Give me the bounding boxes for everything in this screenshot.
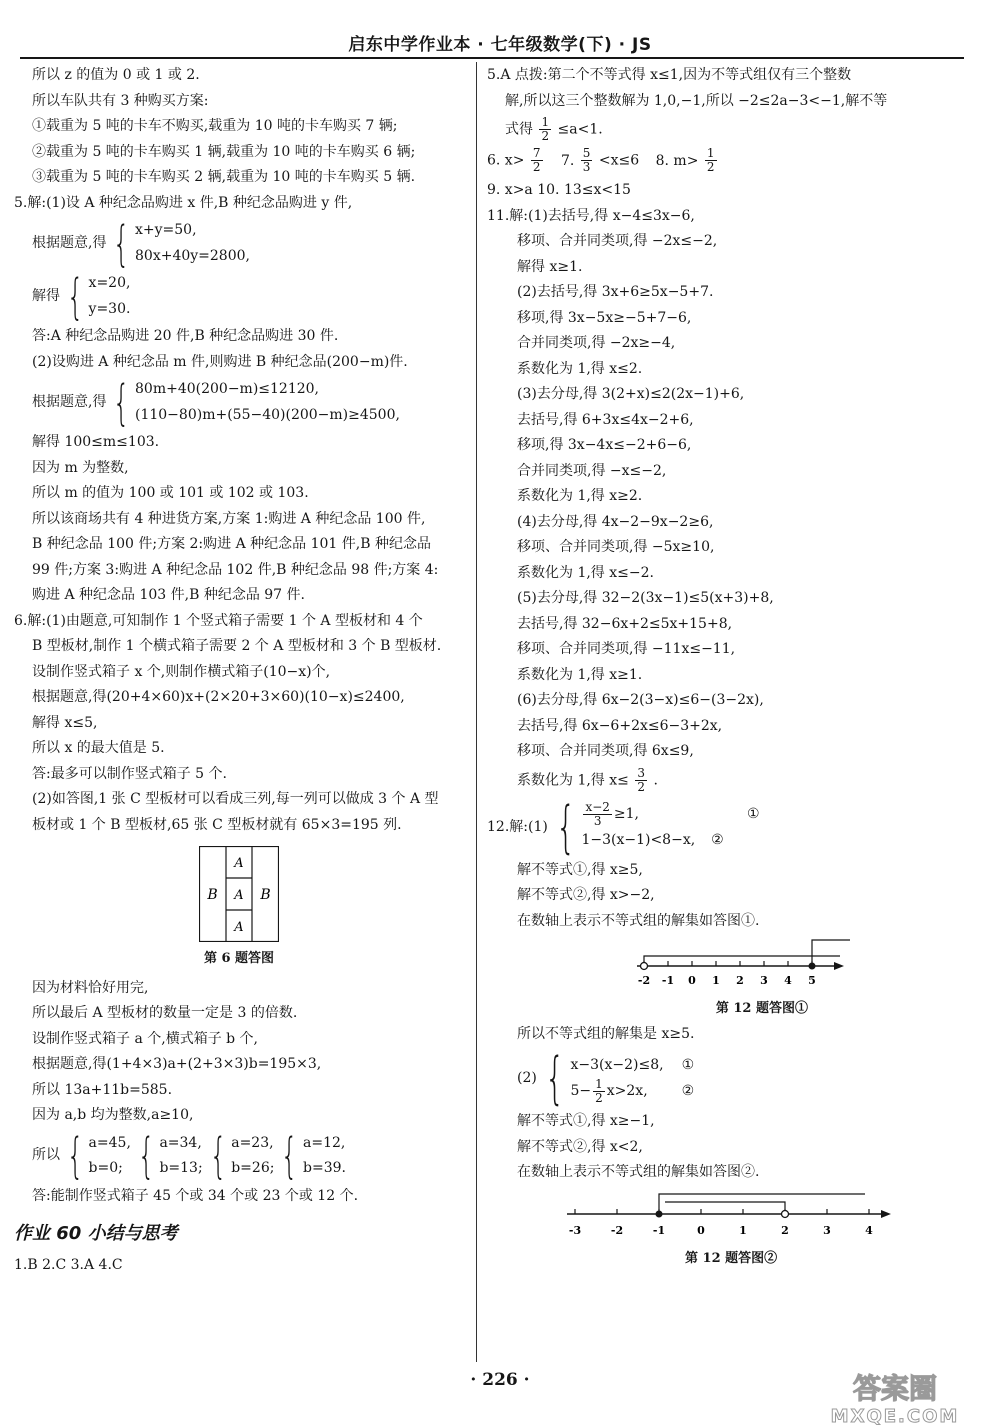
number-line-figure-2 <box>487 1188 972 1272</box>
denominator: 2 <box>637 779 645 794</box>
sys-lines <box>570 1053 694 1106</box>
page-header <box>0 0 1000 60</box>
denominator: 2 <box>595 1091 603 1106</box>
inequality-system <box>487 794 972 860</box>
text-line: 系数化为 1,得 x≥2. <box>517 488 643 504</box>
column-divider <box>476 62 477 1362</box>
text-line: 答:A 种纪念品购进 20 件,B 种纪念品购进 30 件. <box>32 328 339 344</box>
text-line: 答:能制作竖式箱子 45 个或 34 个或 23 个或 12 个. <box>32 1187 359 1204</box>
brace: { <box>66 268 84 325</box>
denominator: 3 <box>582 160 591 174</box>
section-title: 作业 60 小结与思考 <box>14 1223 178 1244</box>
numerator: 3 <box>637 765 645 780</box>
header-rule <box>20 57 964 59</box>
text-line: (3)去分母,得 3(2+x)≤2(2x−1)+6, <box>517 386 745 402</box>
sys-row <box>581 801 759 828</box>
text-line: 系数化为 1,得 x≤−2. <box>517 564 654 581</box>
sys-lines <box>581 801 759 854</box>
tick-label: -1 <box>652 1223 666 1237</box>
header-title: 启东中学作业本 · 七年级数学(下) · JS <box>348 35 652 55</box>
text: x>2x, <box>606 1083 648 1099</box>
text-line: 所以不等式组的解集是 x≥5. <box>517 1025 695 1042</box>
text-line: (4)去分母,得 4x−2−9x−2≥6, <box>517 513 714 530</box>
text-line: ②载重为 5 吨的卡车购买 1 辆,载重为 10 吨的卡车购买 6 辆; <box>32 143 416 160</box>
equation: x=20, <box>88 275 131 291</box>
text-line: (2)设购进 A 种纪念品 m 件,则购进 B 种纪念品(200−m)件. <box>32 353 408 370</box>
text-line: 所以该商场共有 4 种进货方案,方案 1:购进 A 种纪念品 100 件, <box>32 510 426 527</box>
tick-label: 0 <box>697 1223 705 1237</box>
sys-lines <box>231 1131 274 1182</box>
equation: a=23, <box>231 1134 274 1151</box>
denominator: 3 <box>593 814 602 829</box>
text-line: 所以最后 A 型板材的数量一定是 3 的倍数. <box>32 1005 298 1021</box>
watermark-url: MXQE.COM <box>830 1406 960 1426</box>
a-label: A <box>234 856 244 871</box>
brace: { <box>113 374 131 431</box>
sys-row <box>581 828 759 854</box>
text-line: ①载重为 5 吨的卡车不购买,载重为 10 吨的卡车购买 7 辆; <box>32 118 398 134</box>
text-line: 答:最多可以制作竖式箱子 5 个. <box>32 765 227 782</box>
inequality-system <box>487 1046 972 1111</box>
tick-label: 3 <box>823 1223 831 1237</box>
mark: ① <box>681 1056 695 1073</box>
sys-label: 12.解:(1) <box>487 818 548 835</box>
numerator: 5 <box>582 146 591 160</box>
denominator: 2 <box>706 160 715 174</box>
text: 式得 <box>505 121 533 138</box>
text: 系数化为 1,得 x≤ <box>517 772 629 788</box>
brace: { <box>66 1128 84 1184</box>
equation: y=30. <box>88 300 131 317</box>
text-line: (2)如答图,1 张 C 型板材可以看成三列,每一列可以做成 3 个 A 型 <box>32 791 439 807</box>
text-line: 所以 13a+11b=585. <box>32 1081 173 1098</box>
text-line: 系数化为 1,得 x≤2. <box>517 360 643 377</box>
brace: { <box>281 1128 299 1184</box>
text-line: 设制作竖式箱子 a 个,横式箱子 b 个, <box>32 1030 259 1047</box>
text-line: 合并同类项,得 −2x≥−4, <box>517 335 676 351</box>
section-answers: 1.B 2.C 3.A 4.C <box>14 1256 123 1273</box>
inequality: 1−3(x−1)<8−x, <box>581 832 696 849</box>
solutions-system <box>14 1128 464 1184</box>
q11-line: 11.解:(1)去括号,得 x−4≤3x−6, <box>487 207 695 224</box>
text-line: 移项、合并同类项,得 −2x≤−2, <box>517 233 718 249</box>
text-line: 解得 x≥1. <box>517 258 583 275</box>
sys-lines <box>89 1131 131 1182</box>
q5-intro: 5.解:(1)设 A 种纪念品购进 x 件,B 种纪念品购进 y 件, <box>14 194 353 211</box>
text-line: 购进 A 种纪念品 103 件,B 种纪念品 97 件. <box>32 587 305 603</box>
q6-line: 6.解:(1)由题意,可知制作 1 个竖式箱子需要 1 个 A 型板材和 4 个 <box>14 612 423 629</box>
sys-lines <box>135 377 400 428</box>
tick-label: 4 <box>865 1223 873 1237</box>
text-line: 根据题意,得(20+4×60)x+(2×20+3×60)(10−x)≤2400, <box>32 689 405 705</box>
text: . <box>653 772 658 788</box>
text-line-fraction <box>487 767 972 794</box>
equation-system <box>14 374 464 431</box>
text-line: 设制作竖式箱子 x 个,则制作横式箱子(10−x)个, <box>32 663 331 680</box>
sys-label: (2) <box>517 1070 537 1087</box>
sys-label: 所以 <box>32 1147 60 1164</box>
text-line-fraction <box>487 116 972 143</box>
equation: b=39. <box>303 1160 346 1176</box>
brace: { <box>113 215 131 272</box>
board-diagram <box>199 846 279 942</box>
denominator: 2 <box>532 160 541 174</box>
text-line: 因为 a,b 均为整数,a≥10, <box>32 1107 194 1123</box>
text-line: 板材或 1 个 B 型板材,65 张 C 型板材就有 65×3=195 列. <box>32 816 402 833</box>
text-line: 因为材料恰好用完, <box>32 979 149 996</box>
numerator: 1 <box>595 1077 603 1092</box>
text: 7. <box>560 152 575 169</box>
fraction <box>581 147 593 174</box>
equation: a=34, <box>159 1134 202 1151</box>
text-line: 移项、合并同类项,得 −11x≤−11, <box>517 641 736 657</box>
watermark-logo <box>800 1370 990 1426</box>
text-line: 所以 x 的最大值是 5. <box>32 740 165 756</box>
equation: x+y=50, <box>135 222 197 238</box>
text-line: 去括号,得 6+3x≤4x−2+6, <box>517 411 694 428</box>
fraction <box>531 147 543 174</box>
text: 5− <box>570 1083 592 1099</box>
figure-caption: 第 6 题答图 <box>203 951 275 966</box>
fraction <box>635 767 647 794</box>
tick-label: 5 <box>808 974 816 987</box>
text-line: 99 件;方案 3:购进 A 种纪念品 102 件,B 种纪念品 98 件;方案 4: <box>32 561 439 578</box>
text-line: 系数化为 1,得 x≥1. <box>517 666 643 683</box>
brace: { <box>209 1128 227 1184</box>
text-line: 所以 z 的值为 0 或 1 或 2. <box>32 67 200 83</box>
text-line: 解得 100≤m≤103. <box>32 434 160 450</box>
fraction <box>593 1078 605 1105</box>
text-line: B 型板材,制作 1 个横式箱子需要 2 个 A 型板材和 3 个 B 型板材. <box>32 638 442 654</box>
equation: 80m+40(200−m)≤12120, <box>135 381 320 397</box>
sys-lines <box>135 218 250 269</box>
inequality: x−3(x−2)≤8, <box>570 1056 664 1073</box>
sys-label: 解得 <box>32 287 60 304</box>
equation: b=0; <box>88 1160 123 1176</box>
figure-caption: 第 12 题答图② <box>685 1250 778 1266</box>
b-label: B <box>260 887 271 903</box>
text-line: 因为 m 为整数, <box>32 459 129 476</box>
tick-label: 2 <box>781 1223 789 1237</box>
q6-8-line <box>487 147 972 174</box>
text-line: 去括号,得 6x−6+2x≤6−3+2x, <box>517 717 723 734</box>
a-label: A <box>234 888 244 903</box>
numerator: 1 <box>706 146 715 160</box>
equation: a=45, <box>88 1134 131 1151</box>
text: <x≤6 <box>598 152 640 169</box>
numerator: 1 <box>541 115 550 129</box>
equation: (110−80)m+(55−40)(200−m)≥4500, <box>135 406 400 423</box>
equation: a=12, <box>303 1134 346 1151</box>
number-line-figure-1 <box>487 936 972 1022</box>
text-line: 移项,得 3x−5x≥−5+7−6, <box>517 309 692 326</box>
tick-label: 3 <box>760 974 768 987</box>
q9-10-line: 9. x>a 10. 13≤x<15 <box>487 182 631 198</box>
text-line: ③载重为 5 吨的卡车购买 2 辆,载重为 10 吨的卡车购买 5 辆. <box>32 169 416 185</box>
board-figure <box>14 846 464 972</box>
equation-system <box>14 268 464 325</box>
text-line: 解不等式②,得 x>−2, <box>517 887 655 903</box>
tick-label: 0 <box>688 974 696 987</box>
sys-label: 根据题意,得 <box>32 234 107 251</box>
inequality: ≥1, <box>613 806 640 822</box>
brace: { <box>137 1128 155 1184</box>
tick-label: 2 <box>736 974 744 987</box>
watermark-text: 答案圈 <box>852 1372 938 1405</box>
text: ≤a<1. <box>557 121 603 138</box>
text: 6. x> <box>487 152 525 169</box>
tick-label: 1 <box>712 974 720 987</box>
text-line: 根据题意,得(1+4×3)a+(2+3×3)b=195×3, <box>32 1056 322 1072</box>
numerator: x−2 <box>585 800 610 815</box>
text-line: 解不等式②,得 x<2, <box>517 1138 643 1155</box>
number-line-1 <box>632 936 852 992</box>
text-line: 所以车队共有 3 种购买方案: <box>32 92 209 109</box>
tick-label: -1 <box>661 974 675 987</box>
mark: ② <box>681 1083 695 1099</box>
text-line: 移项,得 3x−4x≤−2+6−6, <box>517 437 692 453</box>
text-line: 在数轴上表示不等式组的解集如答图①. <box>517 912 760 929</box>
text-line: 合并同类项,得 −x≤−2, <box>517 462 667 479</box>
page-number: · 226 · <box>470 1370 530 1390</box>
brace: { <box>555 794 576 860</box>
number-line-2 <box>565 1188 895 1242</box>
equation-system <box>14 215 464 272</box>
text-line: 在数轴上表示不等式组的解集如答图②. <box>517 1164 760 1180</box>
text-line: (5)去分母,得 32−2(3x−1)≤5(x+3)+8, <box>517 590 774 606</box>
text-line: 移项、合并同类项,得 −5x≥10, <box>517 539 715 555</box>
text-line: 解得 x≤5, <box>32 714 98 731</box>
right-column <box>487 63 972 1271</box>
text-line: 解,所以这三个整数解为 1,0,−1,所以 −2≤2a−3<−1,解不等 <box>505 92 888 109</box>
text: 8. m> <box>655 152 699 169</box>
tick-label: 1 <box>739 1223 747 1237</box>
text-line: 所以 m 的值为 100 或 101 或 102 或 103. <box>32 485 309 501</box>
sys-lines <box>159 1131 202 1182</box>
sys-lines <box>303 1131 346 1182</box>
text-line: 移项、合并同类项,得 6x≤9, <box>517 743 694 759</box>
equation: 80x+40y=2800, <box>135 247 250 264</box>
text-line: 解不等式①,得 x≥5, <box>517 861 643 878</box>
fraction <box>705 147 717 174</box>
a-label: A <box>234 920 244 935</box>
mark: ② <box>711 832 724 849</box>
text-line: 去括号,得 32−6x+2≤5x+15+8, <box>517 615 733 632</box>
sys-row <box>570 1078 694 1105</box>
text-line: B 种纪念品 100 件;方案 2:购进 A 种纪念品 101 件,B 种纪念品 <box>32 536 431 552</box>
denominator: 2 <box>541 129 550 143</box>
fraction <box>539 116 551 143</box>
text-line: (6)去分母,得 6x−2(3−x)≤6−(3−2x), <box>517 692 764 708</box>
text-line: (2)去括号,得 3x+6≥5x−5+7. <box>517 284 714 300</box>
b-label: B <box>207 887 218 903</box>
numerator: 7 <box>532 146 541 160</box>
fraction <box>583 801 611 828</box>
sys-lines <box>89 271 131 322</box>
tick-label: -2 <box>637 974 651 987</box>
sys-row <box>570 1053 694 1079</box>
left-column <box>14 63 464 1278</box>
equation: b=13; <box>159 1160 203 1176</box>
brace: { <box>544 1046 565 1111</box>
figure-caption: 第 12 题答图① <box>715 1001 808 1016</box>
mark: ① <box>747 806 760 822</box>
equation: b=26; <box>231 1160 275 1176</box>
sys-label: 根据题意,得 <box>32 393 107 410</box>
q5-line: 5.A 点拨:第二个不等式得 x≤1,因为不等式组仅有三个整数 <box>487 67 852 83</box>
text-line: 解不等式①,得 x≥−1, <box>517 1113 655 1129</box>
tick-label: -2 <box>610 1223 624 1237</box>
tick-label: -3 <box>568 1223 582 1237</box>
tick-label: 4 <box>784 974 792 987</box>
